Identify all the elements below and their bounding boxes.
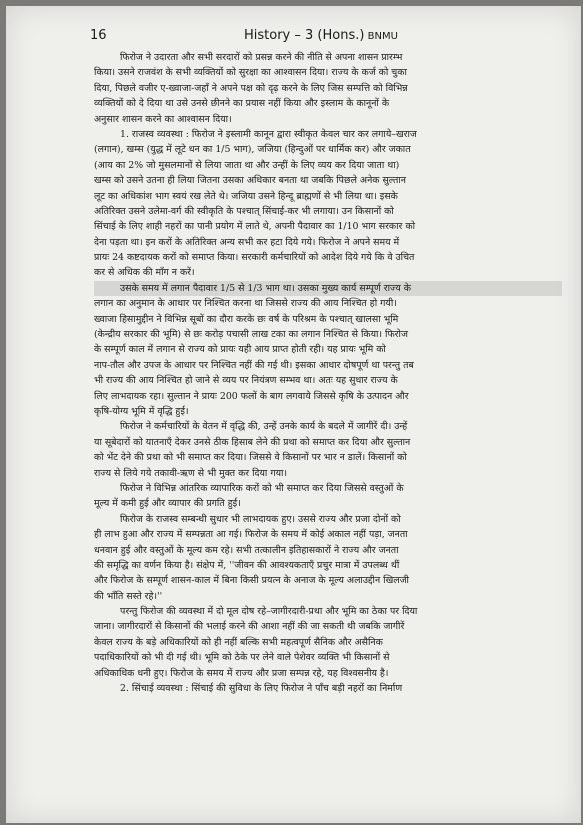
text-line: अतिरिक्त उसने उलेमा-वर्ग की स्वीकृति के पश्चात् सिंचाई-कर भी लगाया। उन किसानों को (94, 205, 394, 217)
text-line: फिरोज ने उदारता और सभी सरदारों को प्रसन्न करने की नीति से अपना शासन प्रारम्भ (120, 52, 403, 63)
text-line: खम्स को उसने उतना ही लिया जितना उसका अधिकार बनता था जबकि पिछले अनेक सुल्तान (94, 175, 406, 187)
text-line: अनुसार शासन करने का आश्वासन दिया। (94, 113, 232, 125)
text-line: दिया, पिछले वजीर ए-ख्वाजा-जहाँ ने अपने पक्ष को दृढ़ करने के लिए जिस सम्पत्ति को विभिन्न (94, 82, 408, 94)
text-line: की भाँति सस्ते रहे।'' (94, 590, 163, 602)
text-line: फिरोज के राजस्व सम्बन्धी सुधार भी लाभदायक हुए। उससे राज्य और प्रजा दोनों को (120, 513, 401, 525)
text-line: देना पड़ता था। इन करों के अतिरिक्त अन्य सभी कर हटा दिये गये। फिरोज ने अपने समय में (94, 236, 400, 248)
text-line: लिए लाभदायक रहा। सुल्तान ने प्रायः 200 फलों के बाग लगवाये जिससे कृषि के उत्पादन और (94, 390, 409, 402)
text-line: या सूबेदारों को यातनाएँ देकर उनसे ठीक हिसाब लेने की प्रथा को समाप्त कर दिया और सुल्तान (94, 436, 411, 448)
text-line: (लगान), खम्स (युद्ध में लूटे धन का 1/5 भाग), जजिया (हिन्दुओं पर धार्मिक कर) और जकात (94, 144, 411, 156)
text-line: कर से अधिक की माँग न करें। (94, 267, 195, 279)
text-line: ख्वाजा हिसामुद्दीन ने विभिन्न सूबों का दौरा करके छः वर्ष के परिश्रम के पश्चात् खालसा भूमि (94, 313, 399, 325)
running-title-main: History – 3 (Hons.) (244, 28, 365, 43)
text-line: (केन्द्रीय सरकार की भूमि) से छः करोड़ पचासी लाख टका का लगान निश्चित से किया। फिरोज (94, 329, 408, 341)
text-line: 2. सिंचाई व्यवस्था : सिंचाई की सुविधा के लिए फिरोज ने पाँच बड़ी नहरों का निर्माण (120, 683, 403, 695)
text-line: प्रायः 24 कष्टदायक करों को समाप्त किया। सरकारी कर्मचारियों को आदेश दिये गये कि वे उचित (94, 252, 415, 264)
text-line: पदाधिकारियों को भी दी गई थी। भूमि को ठेके पर लेने वाले पेशेवर व्यक्ति भी किसानों से (94, 652, 390, 664)
text-line: नाप-तौल और उपज के आधार पर निश्चित नहीं की गई थी। इसका आधार दोषपूर्ण था परन्तु तब (94, 359, 414, 371)
running-title (244, 28, 398, 43)
text-line: राज्य से लिये गये तकावी-ऋण से भी मुक्त कर दिया गया। (94, 467, 288, 479)
text-line: के सम्पूर्ण काल में लगान से राज्य को प्रायः यही आय प्राप्त होती रही। यह प्रायः भूमि को (94, 344, 386, 356)
text-line: मूल्य में कमी हुई और व्यापार की प्रगति हुई। (94, 498, 241, 510)
page-number: 16 (90, 28, 107, 43)
running-title-sub: BNMU (364, 31, 398, 42)
page-body-text (94, 50, 562, 696)
text-line: व्यक्तियों को दे दिया था उसे उनसे छीनने का प्रयास नहीं किया और इस्लाम के कानूनों के (94, 98, 390, 110)
text-line: (आय का 2% जो मुसलमानों से लिया जाता था और उन्हीं के लिए व्यय कर दिया जाता था) (94, 159, 400, 171)
text-line: किया। उसने राजवंश के सभी व्यक्तियों को सुरक्षा का आश्वासन दिया। राज्य के कर्ज को चुका (94, 67, 407, 79)
text-line: की समृद्धि का वर्णन किया है। संक्षेप में, ''जीवन की आवश्यकताएँ प्रचुर मात्रा में उपलब्ध थीं (94, 559, 400, 571)
text-line: अधिकाधिक धनी हुए। फिरोज के समय में राज्य और प्रजा सम्पन्न रहे, यह विश्वसनीय है। (94, 667, 389, 679)
text-line: फिरोज ने विभिन्न आंतरिक व्यापारिक करों को भी समाप्त कर दिया जिससे वस्तुओं के (120, 482, 404, 494)
text-line: लूट का अधिकांश भाग स्वयं रख लेते थे। जजिया उसने हिन्दू ब्राह्मणों से भी लिया था। इसके (94, 190, 398, 202)
text-line: केवल राज्य के बड़े अधिकारियों को ही नहीं बल्कि सभी महत्वपूर्ण सैनिक और असैनिक (94, 636, 383, 648)
text-line: उसके समय में लगान पैदावार 1/5 से 1/3 भाग था। उसका मुख्य कार्य सम्पूर्ण राज्य के (94, 281, 562, 296)
text-line: को भेंट देने की प्रथा को भी समाप्त कर दिया। जिससे वे किसानों पर भार न डालें। किसानों को (94, 452, 407, 464)
text-line: 1. राजस्व व्यवस्था : फिरोज ने इस्लामी कानून द्वारा स्वीकृत केवल चार कर लगाये–खराज (120, 128, 417, 140)
text-line: परन्तु फिरोज की व्यवस्था में दो मूल दोष रहे–जागीरदारी-प्रथा और भूमि का ठेका पर दिया (120, 606, 418, 618)
book-page (6, 6, 581, 823)
text-line: भी राज्य की आय निश्चित हो जाने से व्यय पर नियंत्रण सम्भव था। अतः यह सुधार राज्य के (94, 375, 398, 387)
text-line: ही लाभ हुआ और राज्य में सम्पन्नता आ गई। फिरोज के समय में कोई अकाल नहीं पड़ा, जनता (94, 529, 408, 541)
text-line: कृषि-योग्य भूमि में वृद्धि हुई। (94, 405, 189, 417)
text-line: सिंचाई के लिए शाही नहरों का पानी प्रयोग में लाते थे, अपनी पैदावार का 1/10 भाग सरकार को (94, 221, 415, 233)
text-line: लगान का अनुमान के आधार पर निश्चित करना था जिससे राज्य की आय निश्चित हो गयी। (94, 298, 397, 310)
text-line: और फिरोज के सम्पूर्ण शासन-काल में बिना किसी प्रयत्न के अनाज के मूल्य अलाउद्दीन खिलजी (94, 575, 409, 587)
page-header (6, 28, 581, 48)
text-line: जाना। जागीरदारों से किसानों की भलाई करने की आशा नहीं की जा सकती थी जबकि जागीरें (94, 621, 405, 633)
text-line: फिरोज ने कर्मचारियों के वेतन में वृद्धि की, उन्हें उनके कार्य के बदले में जागीरें दी। उन्हें (120, 421, 408, 433)
text-line: धनवान हुई और वस्तुओं के मूल्य कम रहे। सभी तत्कालीन इतिहासकारों ने राज्य और जनता (94, 544, 399, 556)
